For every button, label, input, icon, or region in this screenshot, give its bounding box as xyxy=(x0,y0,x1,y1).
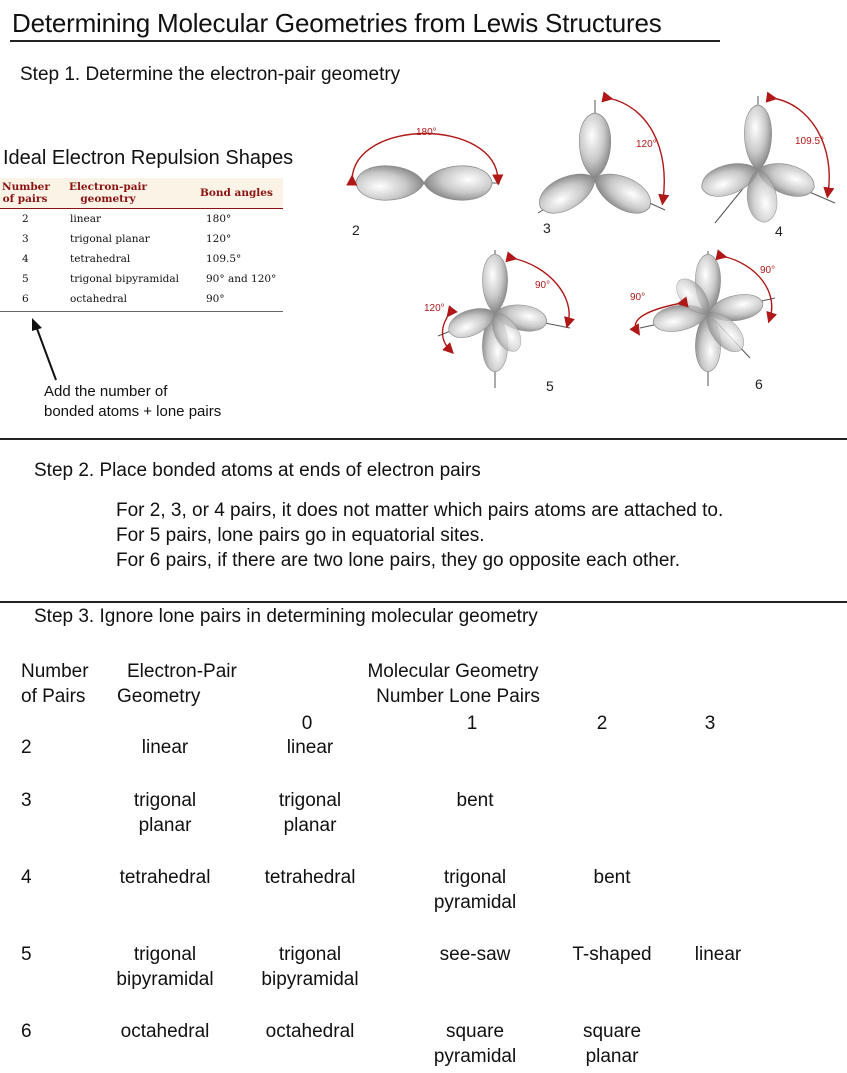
header-mg-1: Molecular Geometry xyxy=(367,661,539,682)
step2-line-3: For 6 pairs, if there are two lone pairs, they go opposite each other. xyxy=(116,550,680,571)
molecular-geometry-lp2-cell: planar xyxy=(585,1046,639,1067)
angle-label-linear: 180° xyxy=(416,127,437,138)
electron-pair-geometry-cell: planar xyxy=(138,815,192,836)
molecular-geometry-lp0-cell: planar xyxy=(283,815,337,836)
divider-1 xyxy=(0,438,847,440)
angle-label-oct-1: 90° xyxy=(760,265,776,276)
molecular-geometry-lp0-cell: linear xyxy=(286,737,334,758)
ideal-table-body xyxy=(0,209,283,309)
step2-heading: Step 2. Place bonded atoms at ends of electron pairs xyxy=(34,460,481,481)
ideal-table-row xyxy=(0,209,283,229)
step2-line-2: For 5 pairs, lone pairs go in equatorial sites. xyxy=(116,525,485,546)
ideal-table-header xyxy=(0,178,283,209)
ideal-cell-geometry: trigonal planar xyxy=(70,233,150,245)
angle-label-trigonal: 120° xyxy=(636,139,657,150)
page-title: Determining Molecular Geometries from Lewis Structures xyxy=(12,8,662,38)
angle-label-tbp-equatorial: 120° xyxy=(424,303,445,314)
ideal-table-row xyxy=(0,269,283,289)
lone-pair-count-3: 3 xyxy=(704,713,716,734)
ideal-cell-angles: 180° xyxy=(206,213,232,225)
ideal-header-geometry: Electron-pair geometry xyxy=(68,181,148,205)
ideal-cell-pairs: 3 xyxy=(22,233,29,245)
note-line-2: bonded atoms + lone pairs xyxy=(44,403,222,420)
title-underline xyxy=(10,40,720,42)
ideal-table-title: Ideal Electron Repulsion Shapes xyxy=(3,147,294,169)
pairs-label-5: 5 xyxy=(546,378,554,394)
angle-label-tbp-axial: 90° xyxy=(535,280,551,291)
molecular-geometry-lp2-cell: square xyxy=(582,1021,642,1042)
orbital-diagrams xyxy=(330,88,847,408)
molecular-geometry-lp0-cell: trigonal xyxy=(278,790,342,811)
ideal-cell-angles: 120° xyxy=(206,233,232,245)
diagram-octahedral xyxy=(630,251,775,392)
molecular-geometry-lp1-cell: pyramidal xyxy=(433,1046,517,1067)
ideal-header-angles: Bond angles xyxy=(200,187,273,199)
ideal-cell-angles: 90° xyxy=(206,293,225,305)
diagram-trigonal-bipyramidal xyxy=(424,250,570,394)
pairs-label-4: 4 xyxy=(775,223,783,239)
note-line-1: Add the number of xyxy=(44,383,168,400)
ideal-table-row xyxy=(0,249,283,269)
lone-pair-count-1: 1 xyxy=(466,713,478,734)
header-pairs-2: of Pairs xyxy=(21,686,86,707)
ideal-cell-geometry: linear xyxy=(70,213,101,225)
ideal-shapes-table xyxy=(0,178,283,309)
molecular-geometry-lp1-cell: pyramidal xyxy=(433,892,517,913)
electron-pair-geometry-cell: trigonal xyxy=(133,944,197,965)
molecular-geometry-lp0-cell: tetrahedral xyxy=(264,867,356,888)
electron-pair-geometry-cell: tetrahedral xyxy=(119,867,211,888)
pairs-cell: 2 xyxy=(21,737,32,758)
molecular-geometry-lp1-cell: trigonal xyxy=(443,867,507,888)
molecular-geometry-lp0-cell: bipyramidal xyxy=(261,969,359,990)
pairs-cell: 3 xyxy=(21,790,32,811)
molecular-geometry-lp1-cell: square xyxy=(445,1021,505,1042)
pairs-cell: 6 xyxy=(21,1021,32,1042)
angle-label-oct-2: 90° xyxy=(630,292,646,303)
ideal-cell-angles: 90° and 120° xyxy=(206,273,277,285)
molecular-geometry-lp0-cell: trigonal xyxy=(278,944,342,965)
diagram-trigonal-planar xyxy=(533,98,665,236)
diagram-tetrahedral xyxy=(697,96,835,239)
ideal-cell-pairs: 2 xyxy=(22,213,29,225)
ideal-cell-pairs: 6 xyxy=(22,293,29,305)
electron-pair-geometry-cell: octahedral xyxy=(120,1021,210,1042)
molecular-geometry-lp3-cell: linear xyxy=(694,944,742,965)
pairs-cell: 4 xyxy=(21,867,32,888)
ideal-cell-geometry: octahedral xyxy=(70,293,128,305)
molecular-geometry-lp1-cell: bent xyxy=(456,790,494,811)
molecular-geometry-lp2-cell: bent xyxy=(593,867,631,888)
note-arrow xyxy=(28,316,68,384)
ideal-cell-pairs: 4 xyxy=(22,253,29,265)
pairs-label-3: 3 xyxy=(543,220,551,236)
pairs-label-6: 6 xyxy=(755,376,763,392)
molecular-geometry-lp2-cell: T-shaped xyxy=(572,944,652,965)
divider-2 xyxy=(0,601,847,603)
angle-label-tetrahedral: 109.5° xyxy=(795,136,825,147)
electron-pair-geometry-cell: linear xyxy=(141,737,189,758)
header-pairs-1: Number xyxy=(21,661,89,682)
ideal-table-row xyxy=(0,289,283,309)
header-epg-2: Geometry xyxy=(117,686,201,707)
ideal-header-pairs: Number of pairs xyxy=(2,181,50,205)
molecular-geometry-lp1-cell: see-saw xyxy=(439,944,511,965)
step1-heading: Step 1. Determine the electron-pair geometry xyxy=(20,64,401,85)
ideal-table-row xyxy=(0,229,283,249)
electron-pair-geometry-cell: bipyramidal xyxy=(116,969,214,990)
ideal-cell-angles: 109.5° xyxy=(206,253,242,265)
header-epg-1: Electron-Pair xyxy=(127,661,237,682)
ideal-table-rule xyxy=(0,311,283,312)
diagram-linear xyxy=(348,127,500,238)
molecular-geometry-lp0-cell: octahedral xyxy=(265,1021,355,1042)
header-mg-2: Number Lone Pairs xyxy=(376,686,540,707)
ideal-cell-geometry: trigonal bipyramidal xyxy=(70,273,180,285)
step3-heading: Step 3. Ignore lone pairs in determining molecular geometry xyxy=(34,606,538,627)
lone-pair-count-0: 0 xyxy=(301,713,313,734)
pairs-cell: 5 xyxy=(21,944,32,965)
step2-line-1: For 2, 3, or 4 pairs, it does not matter which pairs atoms are attached to. xyxy=(116,500,724,521)
pairs-label-2: 2 xyxy=(352,222,360,238)
ideal-cell-geometry: tetrahedral xyxy=(70,253,131,265)
electron-pair-geometry-cell: trigonal xyxy=(133,790,197,811)
lone-pair-count-2: 2 xyxy=(596,713,608,734)
ideal-cell-pairs: 5 xyxy=(22,273,29,285)
